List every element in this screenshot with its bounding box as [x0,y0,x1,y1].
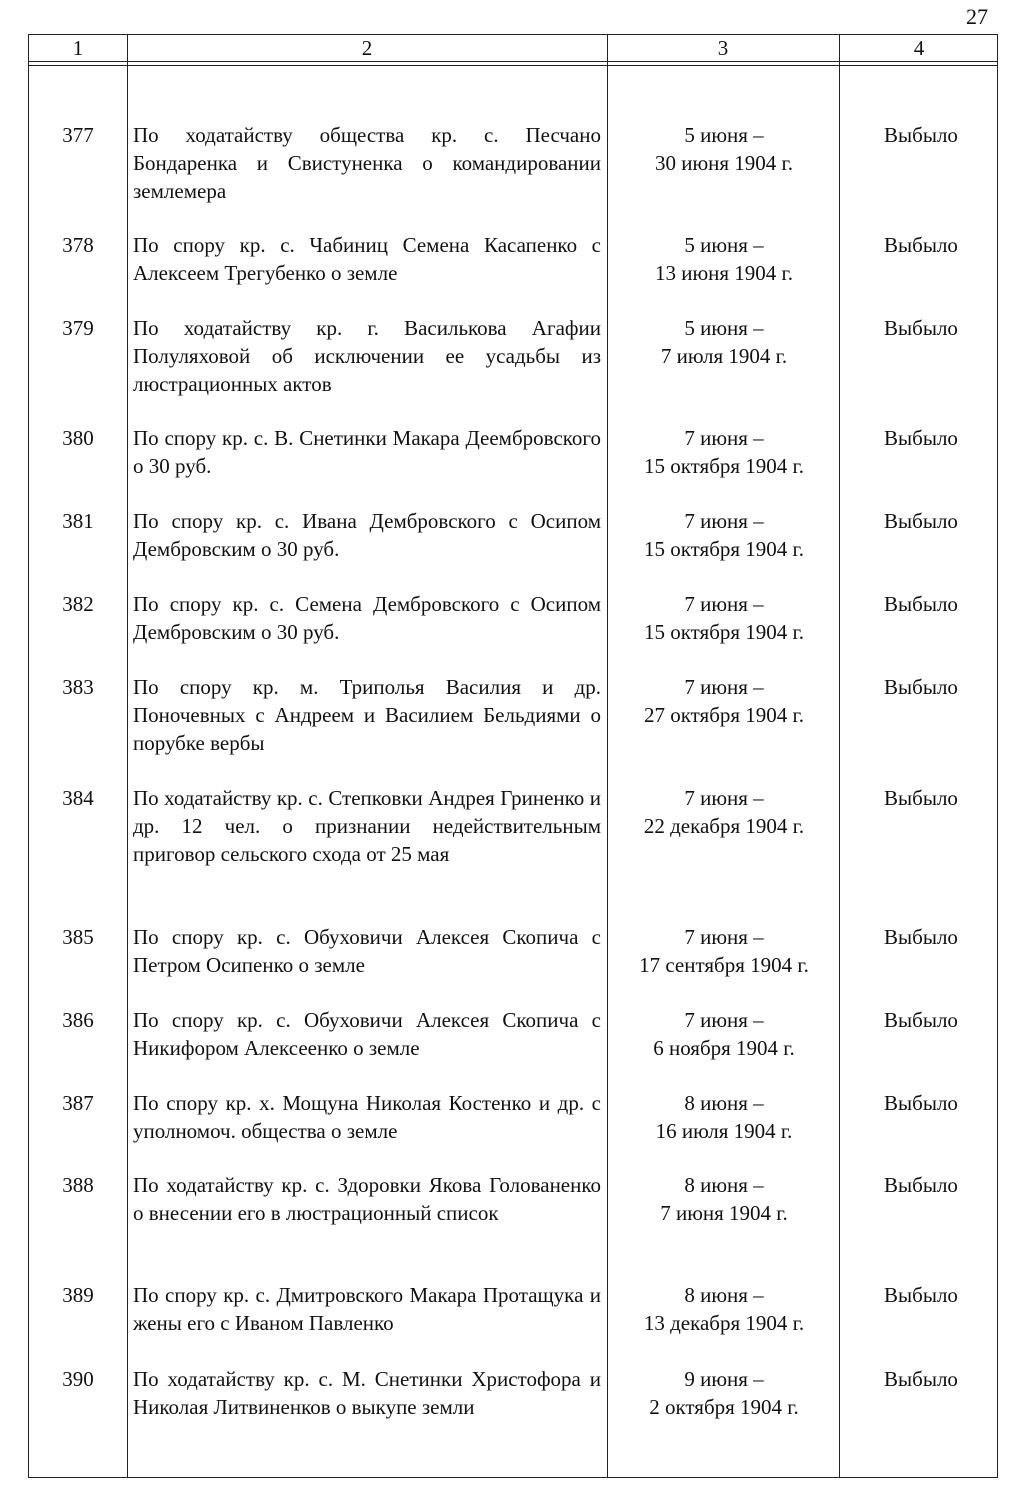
date-start: 8 июня – [684,1283,764,1307]
record-number: 382 [62,592,94,616]
page-number: 27 [966,4,988,29]
date-end: 17 сентября 1904 г. [639,953,809,977]
record-dates [611,121,837,177]
date-end: 13 декабря 1904 г. [643,1311,805,1335]
date-end: 16 июля 1904 г. [655,1119,793,1143]
column-divider [607,35,608,1477]
record-dates [611,424,837,480]
record-title: По спору кр. с. Дмитровского Макара Протащука и жены его с Иваном Павленко [133,1283,601,1335]
record-title: По спору кр. с. Семена Дембровского с Осипом Дембровским о 30 руб. [133,592,601,644]
record-dates [611,923,837,979]
date-start: 8 июня – [684,1091,764,1115]
record-title: По ходатайству кр. г. Василькова Агафии Полуляховой об исключении ее усадьбы из люстрационных актов [133,316,601,396]
date-start: 5 июня – [684,123,764,147]
record-status: Выбыло [884,1091,958,1115]
record-status: Выбыло [884,233,958,257]
record-dates [611,314,837,370]
column-divider [127,35,128,1477]
record-number: 390 [62,1367,94,1391]
date-end: 15 октября 1904 г. [643,620,805,644]
date-start: 7 июня – [684,786,764,810]
date-start: 7 июня – [684,1008,764,1032]
date-end: 22 декабря 1904 г. [643,814,805,838]
record-number: 389 [62,1283,94,1307]
date-end: 15 октября 1904 г. [643,537,805,561]
record-number: 387 [62,1091,94,1115]
record-title: По спору кр. с. Обуховичи Алексея Скопича с Никифором Алексеенко о земле [133,1008,601,1060]
column-divider [839,35,840,1477]
date-end: 13 июня 1904 г. [654,261,794,285]
record-status: Выбыло [884,1367,958,1391]
record-number: 383 [62,675,94,699]
record-title: По ходатайству кр. с. Степковки Андрея Гриненко и др. 12 чел. о признании недействительным приговор сельского схода от 25 мая [133,786,601,866]
column-header-2: 2 [361,36,373,60]
record-number: 388 [62,1173,94,1197]
date-end: 7 июля 1904 г. [660,344,788,368]
record-status: Выбыло [884,1283,958,1307]
date-start: 5 июня – [684,316,764,340]
column-header-3: 3 [717,36,729,60]
record-title: По спору кр. с. Ивана Дембровского с Осипом Дембровским о 30 руб. [133,509,601,561]
record-status: Выбыло [884,123,958,147]
record-title: По спору кр. с. Обуховичи Алексея Скопича с Петром Осипенко о земле [133,925,601,977]
record-number: 385 [62,925,94,949]
record-dates [611,231,837,287]
record-status: Выбыло [884,786,958,810]
date-start: 9 июня – [684,1367,764,1391]
date-end: 30 июня 1904 г. [654,151,794,175]
record-number: 379 [62,316,94,340]
record-number: 378 [62,233,94,257]
date-start: 7 июня – [684,426,764,450]
record-title: По ходатайству кр. с. М. Снетинки Христофора и Николая Литвиненков о выкупе земли [133,1367,601,1419]
record-number: 381 [62,509,94,533]
record-title: По спору кр. с. В. Снетинки Макара Деембровского о 30 руб. [133,426,601,478]
date-end: 2 октября 1904 г. [649,1395,799,1419]
record-status: Выбыло [884,316,958,340]
column-header-4: 4 [913,36,925,60]
record-status: Выбыло [884,925,958,949]
record-number: 380 [62,426,94,450]
date-end: 15 октября 1904 г. [643,454,805,478]
date-start: 7 июня – [684,509,764,533]
date-start: 7 июня – [684,925,764,949]
record-title: По спору кр. с. Чабиниц Семена Касапенко с Алексеем Трегубенко о земле [133,233,601,285]
column-header-1: 1 [72,36,84,60]
record-status: Выбыло [884,1173,958,1197]
record-dates [611,784,837,840]
record-dates [611,590,837,646]
record-dates [611,673,837,729]
record-status: Выбыло [884,1008,958,1032]
archive-table [28,34,998,1478]
date-end: 7 июня 1904 г. [660,1201,788,1225]
record-number: 386 [62,1008,94,1032]
record-title: По ходатайству общества кр. с. Песчано Бондаренка и Свистуненка о командировании землемера [133,123,601,203]
record-dates [611,507,837,563]
date-end: 27 октября 1904 г. [643,703,805,727]
header-divider [29,61,997,62]
record-status: Выбыло [884,426,958,450]
record-dates [611,1365,837,1421]
date-start: 7 июня – [684,675,764,699]
record-status: Выбыло [884,675,958,699]
record-dates [611,1006,837,1062]
record-number: 377 [62,123,94,147]
date-end: 6 ноября 1904 г. [653,1036,795,1060]
record-dates [611,1171,837,1227]
date-start: 5 июня – [684,233,764,257]
record-dates [611,1281,837,1337]
record-status: Выбыло [884,509,958,533]
record-title: По спору кр. м. Триполья Василия и др. Поночевных с Андреем и Василием Бельдиями о порубке вербы [133,675,601,755]
header-divider [29,65,997,66]
record-number: 384 [62,786,94,810]
record-status: Выбыло [884,592,958,616]
date-start: 7 июня – [684,592,764,616]
record-title: По ходатайству кр. с. Здоровки Якова Голованенко о внесении его в люстрационный список [133,1173,601,1225]
record-title: По спору кр. х. Мощуна Николая Костенко и др. с уполномоч. общества о земле [133,1091,601,1143]
record-dates [611,1089,837,1145]
date-start: 8 июня – [684,1173,764,1197]
